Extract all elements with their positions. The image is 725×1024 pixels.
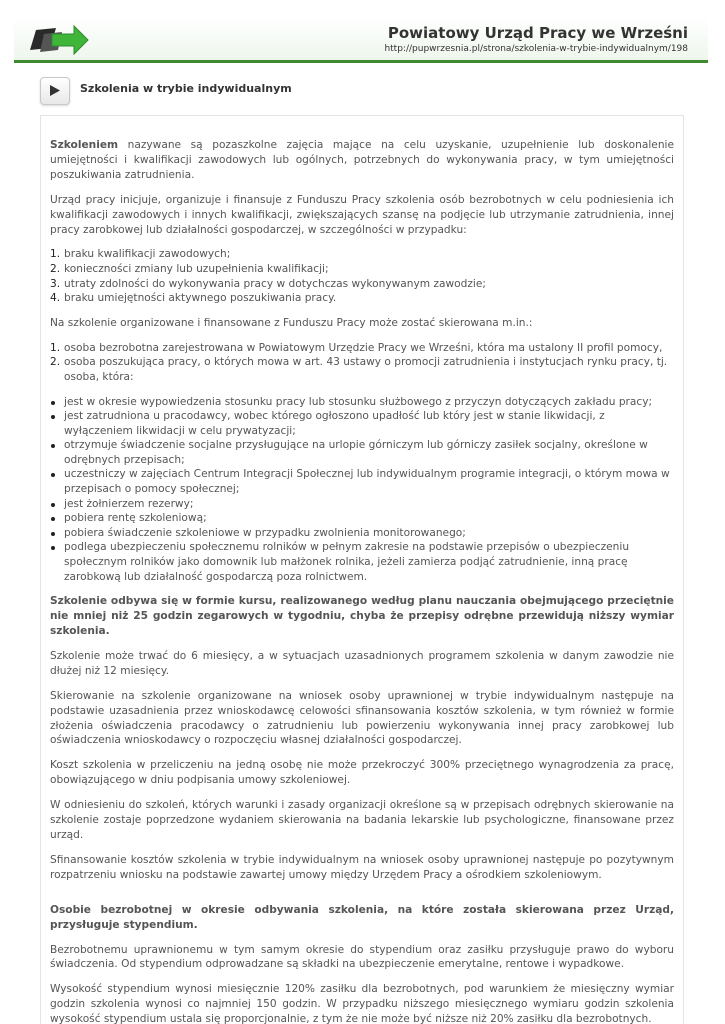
list-item: 2. osoba poszukująca pracy, o których mowa w art. 43 ustawy o promocji zatrudnienia i instytucjach rynku pracy, tj. osoba, która: [50,356,668,383]
site-url: http://pupwrzesnia.pl/strona/szkolenia-w-trybie-indywidualnym/198 [384,44,688,54]
eligible-list [50,341,674,385]
paragraph: Bezrobotnemu uprawnionemu w tym samym okresie do stypendium oraz zasiłku przysługuje prawo do wyboru świadczenia. Od stypendium odprowadzane są składki na ubezpieczenie emerytalne, rentowe i wypadkowe. [50,943,674,971]
paragraph: Urząd pracy inicjuje, organizuje i finansuje z Funduszu Pracy szkolenia osób bezrobotnych w celu podniesienia ich kwalifikacji zawodowych i innych kwalifikacji, zwiększających szansę na podjęcie lub utrzymanie zatrudnienia, innej pracy zarobkowej lub działalności gospodarczej, w szczególności w przypadku: [50,193,674,236]
bold-paragraph: Szkolenie odbywa się w formie kursu, realizowanego według planu nauczania obejmującego przeciętnie nie mniej niż 25 godzin zegarowych w tygodniu, chyba że przepisy odrębne przewidują niższy wymiar szkolenia. [50,595,674,638]
reasons-list [50,247,674,305]
bold-paragraph: Osobie bezrobotnej w okresie odbywania szkolenia, na które została skierowana przez Urząd, przysługuje stypendium. [50,903,674,931]
article-content [40,115,684,1024]
criteria-bullet-list [50,395,674,585]
list-item: 3. utraty zdolności do wykonywania pracy w dotychczas wykonywanym zawodzie; [50,277,486,290]
page-title: Szkolenia w trybie indywidualnym [80,82,292,95]
bullet-item: jest żołnierzem rezerwy; [50,497,674,512]
intro-paragraph [50,138,674,183]
play-button[interactable] [40,77,70,105]
bullet-item: otrzymuje świadczenie socjalne przysługujące na urlopie górniczym lub górniczy zasiłek socjalny, określone w odrębnych przepisach; [50,438,674,467]
bullet-item: podlega ubezpieczeniu społecznemu rolników w pełnym zakresie na podstawie przepisów o ubezpieczeniu społecznym rolników jako domownik lub małżonek rolnika, jeżeli zamierza podjąć zatrudnienie, inną pracę zarobkową lub działalność gospodarczą poza rolnictwem. [50,540,674,584]
paragraph: Szkolenie może trwać do 6 miesięcy, a w sytuacjach uzasadnionych programem szkolenia w danym zawodzie nie dłużej niż 12 miesięcy. [50,649,674,677]
list-item: 1. osoba bezrobotna zarejestrowana w Powiatowym Urzędzie Pracy we Wrześni, która ma ustalony II profil pomocy, [50,341,663,354]
list-item: 1. braku kwalifikacji zawodowych; [50,248,231,261]
list-item: 4. braku umiejętności aktywnego poszukiwania pracy. [50,292,337,305]
bullet-item: pobiera rentę szkoleniową; [50,511,674,526]
spacer [50,893,674,903]
bullet-item: uczestniczy w zajęciach Centrum Integracji Społecznej lub indywidualnym programie integracji, o którym mowa w przepisach o pomocy społecznej; [50,467,674,496]
paragraph: Sfinansowanie kosztów szkolenia w trybie indywidualnym na wniosek osoby uprawnionej następuje po pozytywnym rozpatrzeniu wniosku na podstawie zawartej umowy między Urzędem Pracy a ośrodkiem szkoleniowym. [50,853,674,881]
site-title: Powiatowy Urząd Pracy we Wrześni [387,24,688,42]
paragraph: Skierowanie na szkolenie organizowane na wniosek osoby uprawnionej w trybie indywidualnym następuje na podstawie uzasadnienia przez wnioskodawcę celowości sfinansowania kosztów szkolenia, w tym również w formie złożenia oświadczenia pracodawcy o zatrudnieniu lub powierzeniu wykonywania innej pracy zarobkowej lub oświadczenia wnioskodawcy o rozpoczęciu własnej działalności gospodarczej. [50,689,674,747]
site-header [14,18,708,63]
intro-bold-term: Szkoleniem [50,139,119,151]
paragraph: Wysokość stypendium wynosi miesięcznie 120% zasiłku dla bezrobotnych, pod warunkiem że miesięczny wymiar godzin szkolenia wynosi co najmniej 150 godzin. W przypadku niższego miesięcznego wymiaru godzin szkolenia wysokość stypendium ustala się proporcjonalnie, z tym że nie może być niższe niż 20% zasiłku dla bezrobotnych. [50,983,674,1024]
intro-text: nazywane są pozaszkolne zajęcia mające na celu uzyskanie, uzupełnienie lub doskonalenie umiejętności i kwalifikacji zawodowych lub ogólnych, potrzebnych do wykonywania pracy, w tym umiejętności poszukiwania zatrudnienia. [50,139,674,181]
bullet-item: pobiera świadczenie szkoleniowe w przypadku zwolnienia monitorowanego; [50,526,674,541]
bullet-item: jest w okresie wypowiedzenia stosunku pracy lub stosunku służbowego z przyczyn dotyczących zakładu pracy; [50,395,674,410]
bullet-item: jest zatrudniona u pracodawcy, wobec którego ogłoszono upadłość lub który jest w stanie likwidacji, z wyłączeniem likwidacji w celu prywatyzacji; [50,409,674,438]
list-item: 2. konieczności zmiany lub uzupełnienia kwalifikacji; [50,263,329,276]
paragraph: Koszt szkolenia w przeliczeniu na jedną osobę nie może przekroczyć 300% przeciętnego wynagrodzenia za pracę, obowiązującego w dniu podpisania umowy szkoleniowej. [50,759,674,787]
paragraph: W odniesieniu do szkoleń, których warunki i zasady organizacji określone są w przepisach odrębnych skierowanie na szkolenie zostaje poprzedzone wydaniem skierowania na badania lekarskie lub psychologiczne, finansowane przez urząd. [50,799,674,841]
play-icon [49,84,61,97]
paragraph: Na szkolenie organizowane i finansowane z Funduszu Pracy może zostać skierowana m.in.: [50,316,533,329]
